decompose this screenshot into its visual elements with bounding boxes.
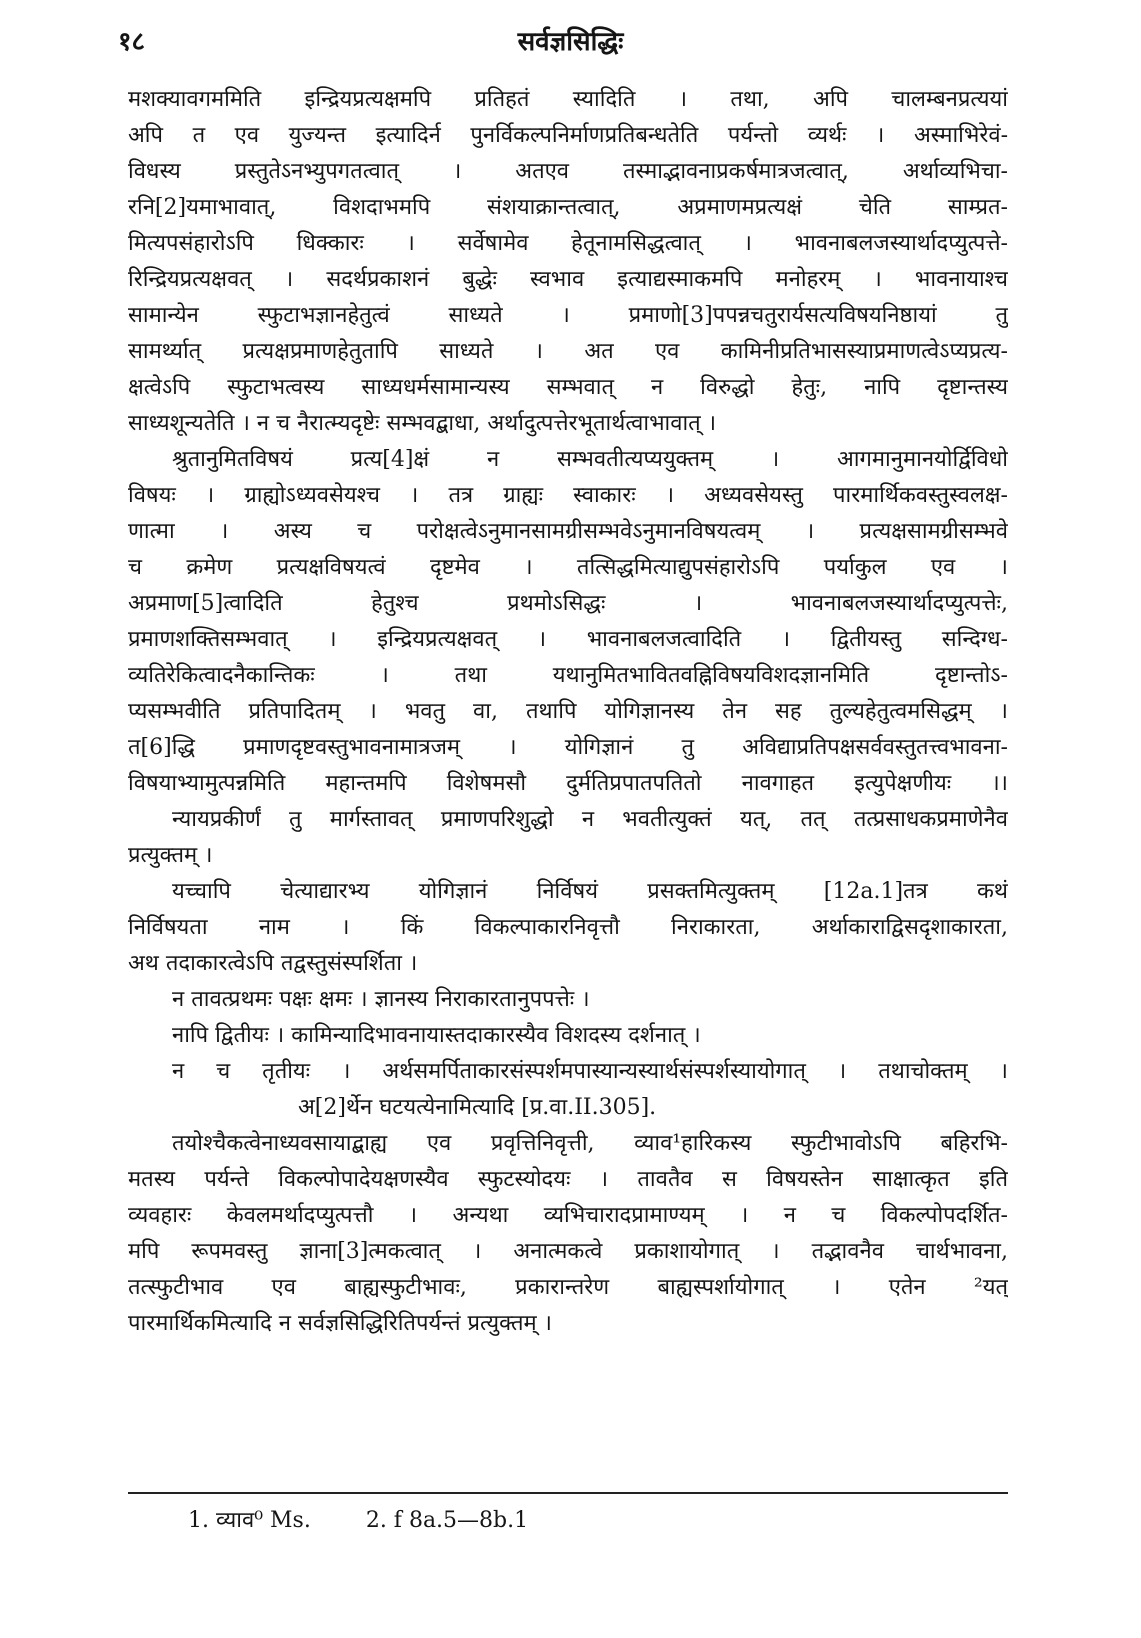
text-line: निर्विषयता नाम । किं विकल्पाकारनिवृत्तौ निराकारता, अर्थाकाराद्विसदृशाकारता, — [128, 915, 1008, 940]
text-line: विधस्य प्रस्तुतेऽनभ्युपगतत्वात् । अतएव तस्माद्भावनाप्रकर्षमात्रजत्वात्, अर्थाव्यभिचा- — [128, 159, 1008, 184]
quotation-line: अ[2]र्थेन घटयत्येनामित्यादि [प्र.वा.II.305]. — [298, 1095, 657, 1120]
paragraph-start-line: न्यायप्रकीर्णं तु मार्गस्तावत् प्रमाणपरिशुद्धो न भवतीत्युक्तं यत्, तत् तत्प्रसाधकप्रमाणेनैव — [172, 807, 1008, 832]
text-line: मतस्य पर्यन्ते विकल्पोपादेयक्षणस्यैव स्फुटस्योदयः । तावतैव स विषयस्तेन साक्षात्कृत इति — [128, 1167, 1008, 1192]
running-title: सर्वज्ञसिद्धिः — [517, 27, 624, 57]
text-line: सामर्थ्यात् प्रत्यक्षप्रमाणहेतुतापि साध्यते । अत एव कामिनीप्रतिभासस्याप्रमाणत्वेऽप्यप्रत्य- — [128, 339, 1008, 364]
text-line: न तावत्प्रथमः पक्षः क्षमः । ज्ञानस्य निराकारतानुपपत्तेः । — [172, 987, 590, 1012]
text-line: सामान्येन स्फुटाभज्ञानहेतुत्वं साध्यते । प्रमाणो[3]पपन्नचतुरार्यसत्यविषयनिष्ठायां तु — [128, 303, 1008, 328]
text-line: नापि द्वितीयः । कामिन्यादिभावनायास्तदाकारस्यैव विशदस्य दर्शनात् । — [172, 1023, 701, 1048]
page-number: १८ — [118, 27, 146, 57]
text-line: तत्स्फुटीभाव एव बाह्यस्फुटीभावः, प्रकारान्तरेण बाह्यस्पर्शायोगात् । एतेन ²यत् — [128, 1275, 1008, 1300]
body-text — [128, 82, 1008, 1342]
footnote-1: 1. व्याव⁰ Ms. — [188, 1508, 311, 1533]
text-line: प्रमाणशक्तिसम्भवात् । इन्द्रियप्रत्यक्षवत् । भावनाबलजत्वादिति । द्वितीयस्तु सन्दिग्ध- — [128, 627, 1008, 652]
paragraph-start-line: तयोश्चैकत्वेनाध्यवसायाद्बाह्य एव प्रवृत्तिनिवृत्ती, व्याव¹हारिकस्य स्फुटीभावोऽपि बहिरभि- — [172, 1131, 1008, 1156]
text-line: व्यतिरेकित्वादनैकान्तिकः । तथा यथानुमितभावितवह्निविषयविशदज्ञानमिति दृष्टान्तोऽ- — [128, 663, 1008, 688]
paragraph-start-line: यच्चापि चेत्याद्यारभ्य योगिज्ञानं निर्विषयं प्रसक्तमित्युक्तम् [12a.1]तत्र कथं — [172, 879, 1008, 904]
text-line: मित्यपसंहारोऽपि धिक्कारः । सर्वेषामेव हेतूनामसिद्धत्वात् । भावनाबलजस्यार्थादप्युत्पत्ते- — [128, 231, 1008, 256]
text-line: मपि रूपमवस्तु ज्ञाना[3]त्मकत्वात् । अनात्मकत्वे प्रकाशायोगात् । तद्भावनैव चार्थभावना, — [128, 1239, 1008, 1264]
text-line: प्रत्युक्तम् । — [128, 843, 213, 868]
text-line: रनि[2]यमाभावात्, विशदाभमपि संशयाक्रान्तत्वात्, अप्रमाणमप्रत्यक्षं चेति साम्प्रत- — [128, 195, 1008, 220]
footnotes — [188, 1504, 576, 1534]
text-line: प्यसम्भवीति प्रतिपादितम् । भवतु वा, तथापि योगिज्ञानस्य तेन सह तुल्यहेतुत्वमसिद्धम् । — [128, 699, 1008, 724]
text-line: अथ तदाकारत्वेऽपि तद्वस्तुसंस्पर्शिता । — [128, 951, 418, 976]
text-line: न च तृतीयः । अर्थसमर्पिताकारसंस्पर्शमपास्यान्यस्यार्थसंस्पर्शस्यायोगात् । तथाचोक्तम् । — [172, 1059, 1008, 1084]
text-line: अपि त एव युज्यन्त इत्यादिर्न पुनर्विकल्पनिर्माणप्रतिबन्धतेति पर्यन्तो व्यर्थः । अस्माभिरेवं- — [128, 123, 1008, 148]
text-line: पारमार्थिकमित्यादि न सर्वज्ञसिद्धिरितिपर्यन्तं प्रत्युक्तम् । — [128, 1311, 552, 1336]
text-line: च क्रमेण प्रत्यक्षविषयत्वं दृष्टमेव । तत्सिद्धमित्याद्युपसंहारोऽपि पर्याकुल एव । — [128, 555, 1008, 580]
text-line: क्षत्वेऽपि स्फुटाभत्वस्य साध्यधर्मसामान्यस्य सम्भवात् न विरुद्धो हेतुः, नापि दृष्टान्तस्य — [128, 375, 1008, 400]
text-line: त[6]द्धि प्रमाणदृष्टवस्तुभावनामात्रजम् । योगिज्ञानं तु अविद्याप्रतिपक्षसर्ववस्तुतत्त्वभावना- — [128, 735, 1008, 760]
text-line: विषयाभ्यामुत्पन्नमिति महान्तमपि विशेषमसौ दुर्मतिप्रपातपतितो नावगाहत इत्युपेक्षणीयः ।। — [128, 771, 1008, 796]
text-line: विषयः । ग्राह्योऽध्यवसेयश्च । तत्र ग्राह्यः स्वाकारः । अध्यवसेयस्तु पारमार्थिकवस्तुस्वलक्ष- — [128, 483, 1008, 508]
text-line: मशक्यावगममिति इन्द्रियप्रत्यक्षमपि प्रतिहतं स्यादिति । तथा, अपि चालम्बनप्रत्ययां — [128, 87, 1008, 112]
text-line: साध्यशून्यतेति । न च नैरात्म्यदृष्टेः सम्भवद्बाधा, अर्थादुत्पत्तेरभूतार्थत्वाभावात् । — [128, 411, 717, 436]
text-line: व्यवहारः केवलमर्थादप्युत्पत्तौ । अन्यथा व्यभिचारादप्रामाण्यम् । न च विकल्पोपदर्शित- — [128, 1203, 1008, 1228]
text-line: अप्रमाण[5]त्वादिति हेतुश्च प्रथमोऽसिद्धः । भावनाबलजस्यार्थादप्युत्पत्तेः, — [128, 591, 1008, 616]
paragraph-start-line: श्रुतानुमितविषयं प्रत्य[4]क्षं न सम्भवतीत्यप्ययुक्तम् । आगमानुमानयोर्द्विविधो — [172, 447, 1008, 472]
text-line: रिन्द्रियप्रत्यक्षवत् । सदर्थप्रकाशनं बुद्धेः स्वभाव इत्याद्यस्माकमपि मनोहरम् । भावनायाश्च — [128, 267, 1008, 292]
footnote-divider — [128, 1492, 1008, 1494]
text-line: णात्मा । अस्य च परोक्षत्वेऽनुमानसामग्रीसम्भवेऽनुमानविषयत्वम् । प्रत्यक्षसामग्रीसम्भवे — [128, 519, 1008, 544]
footnote-2: 2. f 8a.5—8b.1 — [365, 1508, 529, 1533]
